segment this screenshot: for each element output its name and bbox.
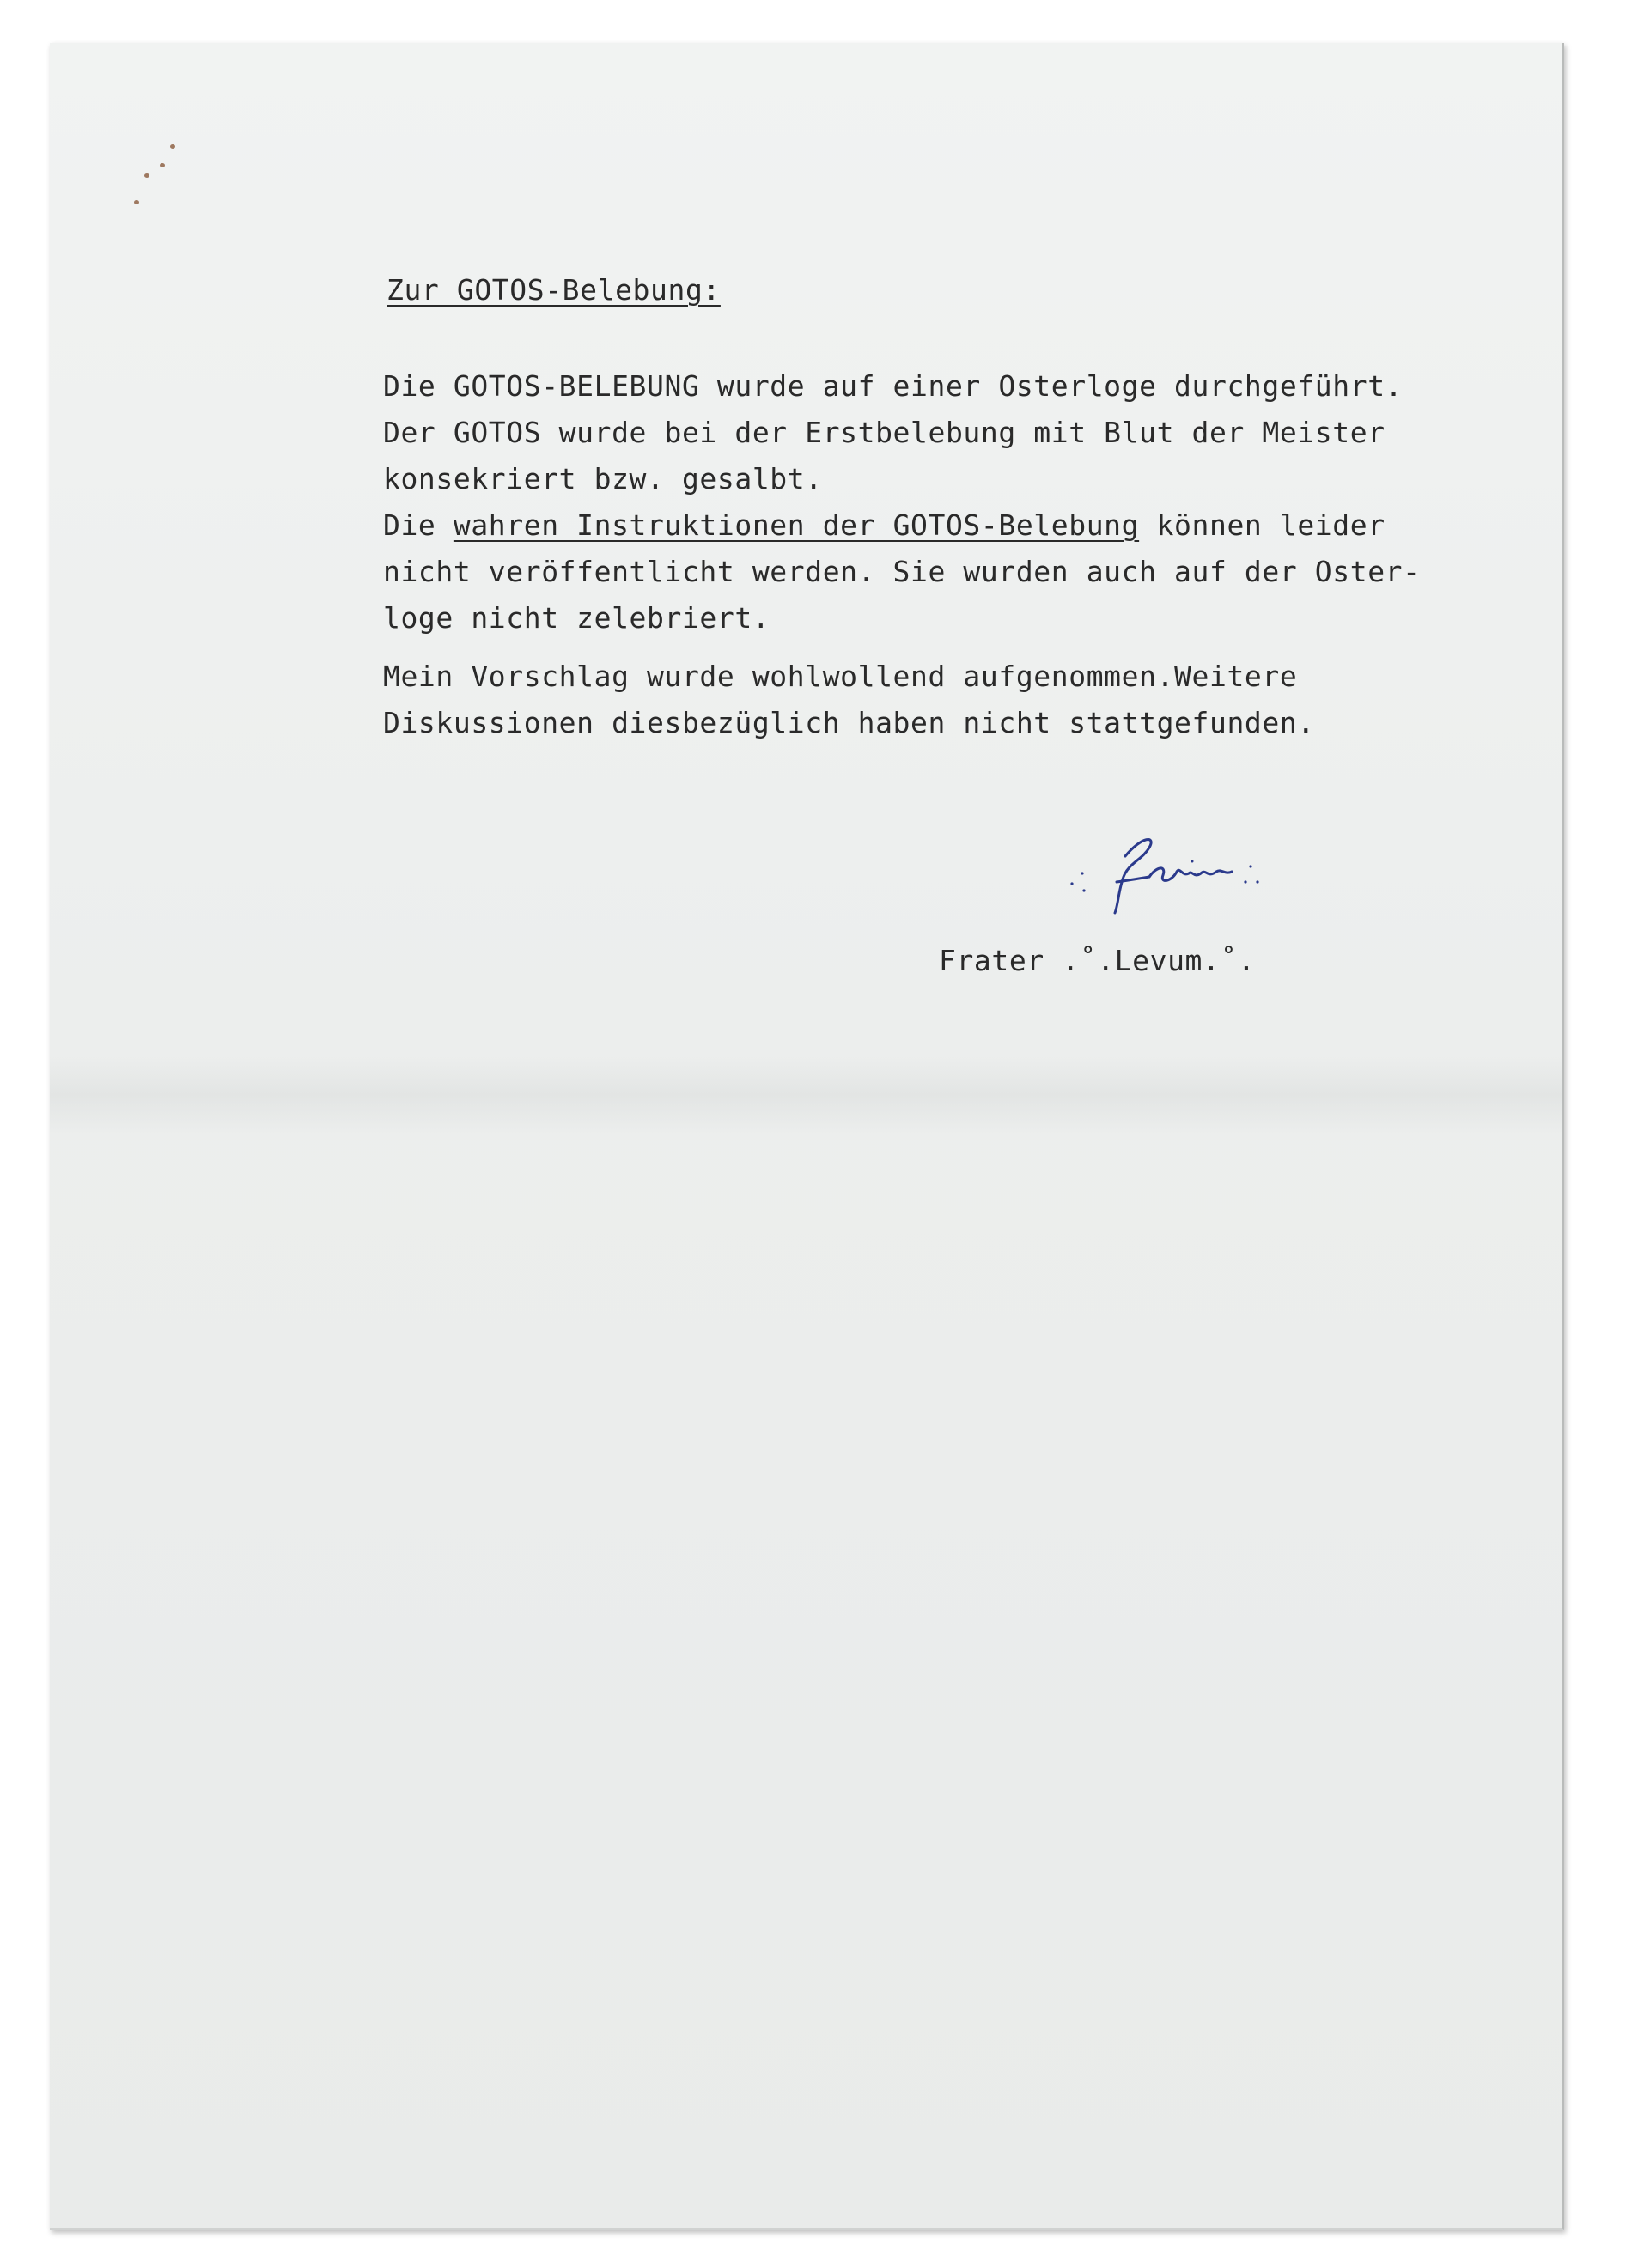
body-text: können leider <box>1139 508 1385 542</box>
body-line: nicht veröffentlicht werden. Sie wurden auch auf der Oster- <box>383 555 1421 588</box>
paper-stain <box>170 144 175 149</box>
body-line: Mein Vorschlag wurde wohlwollend aufgenommen.Weitere <box>383 660 1298 693</box>
body-line: Diskussionen diesbezüglich haben nicht stattgefunden. <box>383 706 1315 739</box>
underlined-phrase: wahren Instruktionen der GOTOS-Belebung <box>453 508 1140 542</box>
typed-signature-name: Frater .˚.Levum.˚. <box>939 944 1256 977</box>
body-text: Die <box>383 508 454 542</box>
document-heading: Zur GOTOS-Belebung: <box>387 273 721 307</box>
body-line: Die GOTOS-BELEBUNG wurde auf einer Osterloge durchgeführt. <box>383 369 1404 403</box>
document-page <box>50 43 1564 2230</box>
paper-stain <box>144 173 149 178</box>
body-line: Der GOTOS wurde bei der Erstbelebung mit Blut der Meister <box>383 416 1385 449</box>
body-line-with-emphasis <box>383 508 1385 542</box>
body-line: loge nicht zelebriert. <box>383 601 770 635</box>
paper-stain <box>160 163 165 167</box>
body-line: konsekriert bzw. gesalbt. <box>383 462 823 496</box>
handwritten-signature <box>1063 829 1390 915</box>
paper-stain <box>134 200 139 204</box>
